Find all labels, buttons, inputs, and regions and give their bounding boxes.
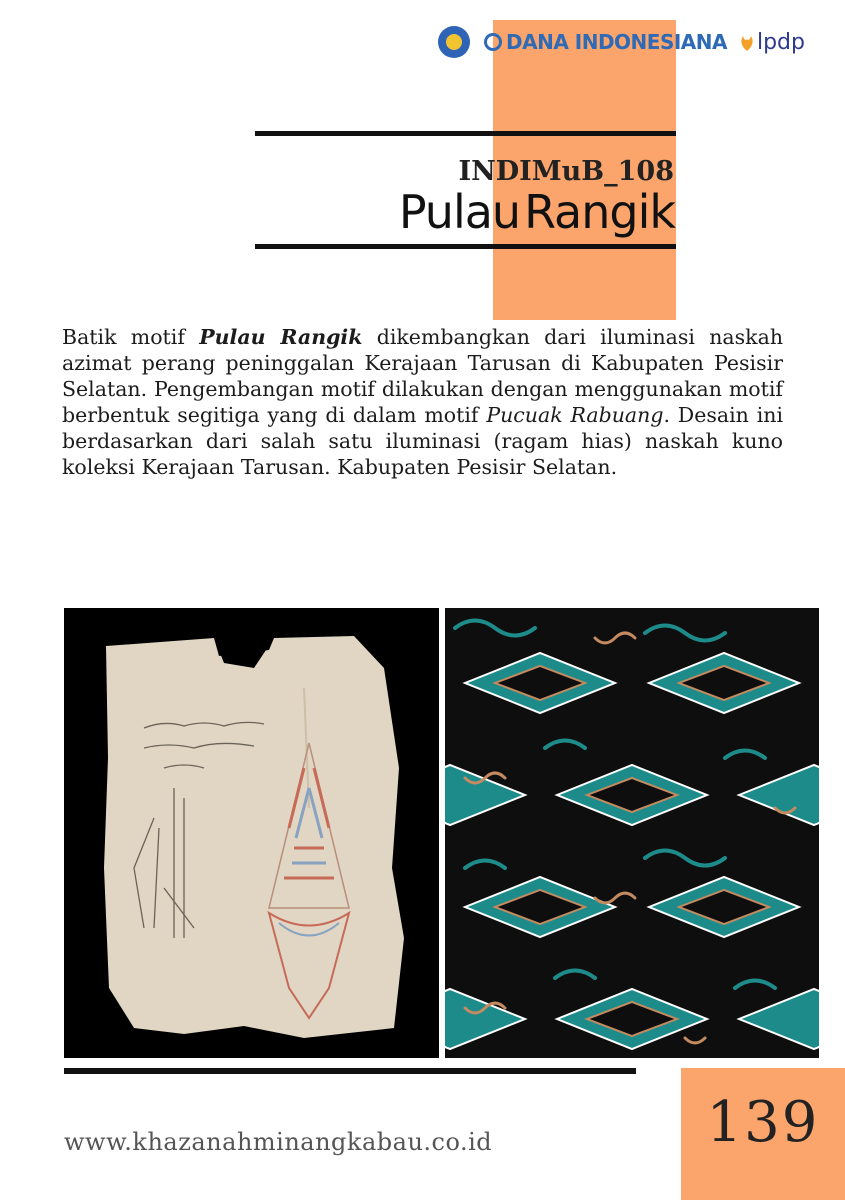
dana-indonesiana-logo — [484, 30, 727, 54]
title-word-2: Rangik — [524, 185, 675, 239]
page-number: 139 — [706, 1090, 820, 1155]
website-url: www.khazanahminangkabau.co.id — [64, 1128, 493, 1156]
batik-pattern-illustration — [445, 608, 819, 1058]
dana-indonesiana-icon — [484, 33, 502, 51]
lpdp-flame-icon — [739, 32, 755, 52]
title-rule-top — [255, 131, 676, 136]
description-part-2: dikembangkan dari iluminasi naskah azimat perang peninggalan Kerajaan Tarusan di Kabupaten Pesisir Selatan. Pengembangan motif dilakukan dengan menggunakan motif berbentuk segitiga yang di dalam motif — [62, 325, 784, 427]
sponsor-logos — [438, 22, 805, 62]
motif-name: Pulau Rangik — [199, 325, 363, 349]
orange-strip-gap — [493, 0, 676, 20]
lpdp-logo — [739, 30, 805, 55]
title-word-1: Pulau — [398, 185, 521, 239]
title-rule-bottom — [255, 244, 676, 249]
description-paragraph — [62, 324, 783, 480]
description-part-3: . Desain ini berdasarkan dari salah satu iluminasi (ragam hias) naskah kuno koleksi Kerajaan Tarusan. Kabupaten Pesisir Selatan. — [62, 403, 784, 479]
ministry-emblem-icon — [438, 26, 470, 58]
manuscript-photo — [64, 608, 439, 1058]
motif-reference: Pucuak Rabuang — [486, 403, 664, 427]
entry-code: INDIMuB_108 — [458, 156, 674, 187]
lpdp-text: lpdp — [756, 29, 805, 55]
description-part-1: Batik motif — [62, 325, 200, 349]
footer-rule — [64, 1068, 636, 1074]
page-title — [399, 185, 675, 239]
manuscript-illustration — [64, 608, 439, 1058]
dana-indonesiana-text: DANA INDONESIANA — [506, 30, 727, 54]
batik-pattern-photo — [445, 608, 819, 1058]
